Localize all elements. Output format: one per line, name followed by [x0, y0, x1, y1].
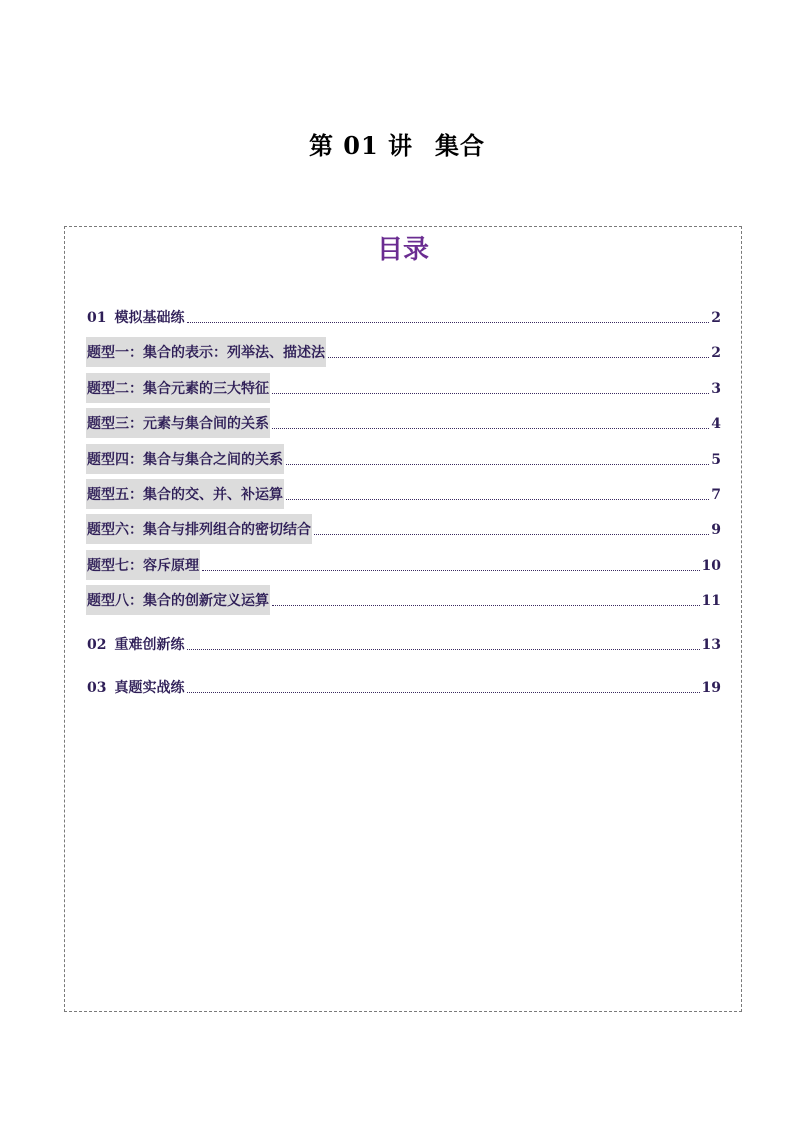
- toc-leader-dots: [328, 356, 709, 358]
- toc-leader-dots: [187, 321, 709, 323]
- toc-entry-label: [86, 679, 185, 702]
- toc-page-number: 19: [701, 680, 721, 696]
- toc-page-number: 2: [711, 345, 721, 361]
- toc-page-number: 4: [711, 416, 721, 432]
- toc-section-entry[interactable]: [86, 670, 721, 702]
- toc-section-title: 模拟基础练: [114, 310, 185, 326]
- toc-question-type-entry[interactable]: [86, 406, 721, 438]
- toc-leader-dots: [187, 691, 699, 693]
- toc-question-type-entry[interactable]: [86, 548, 721, 580]
- toc-section-number: 01: [87, 310, 107, 326]
- toc-question-type-entry[interactable]: [86, 335, 721, 367]
- toc-question-type-entry[interactable]: [86, 583, 721, 615]
- toc-section-entry[interactable]: [86, 300, 721, 332]
- toc-entry-label: [86, 309, 185, 332]
- toc-entry-label: 题型五：集合的交、并、补运算: [86, 479, 284, 509]
- toc-section-title: 重难创新练: [114, 637, 185, 653]
- toc-page-number: 9: [711, 522, 721, 538]
- toc-question-type-entry[interactable]: [86, 371, 721, 403]
- toc-question-type-entry[interactable]: [86, 512, 721, 544]
- toc-entry-label: 题型六：集合与排列组合的密切结合: [86, 514, 312, 544]
- toc-entry-label: 题型七：容斥原理: [86, 550, 200, 580]
- toc-entry-label: 题型一：集合的表示：列举法、描述法: [86, 337, 326, 367]
- toc-entry-label: [86, 636, 185, 659]
- toc-entry-label: 题型二：集合元素的三大特征: [86, 373, 270, 403]
- document-title-lecture: 第 01 讲: [308, 131, 414, 160]
- toc-section-entry[interactable]: [86, 627, 721, 659]
- toc-page-number: 7: [711, 487, 721, 503]
- toc-leader-dots: [286, 498, 709, 500]
- document-title: [0, 126, 794, 161]
- document-title-topic: 集合: [435, 131, 486, 160]
- toc-question-type-entry[interactable]: [86, 442, 721, 474]
- toc-leader-dots: [187, 648, 699, 650]
- toc-leader-dots: [286, 463, 709, 465]
- toc-heading: 目录: [376, 235, 429, 265]
- toc-page-number: 10: [701, 558, 721, 574]
- toc-entry-label: 题型三：元素与集合间的关系: [86, 408, 270, 438]
- toc-page-number: 3: [711, 381, 721, 397]
- toc-entry-label: 题型四：集合与集合之间的关系: [86, 444, 284, 474]
- toc-leader-dots: [314, 533, 709, 535]
- toc-page-number: 13: [701, 637, 721, 653]
- toc-section-number: 02: [87, 637, 107, 653]
- toc-page-number: 2: [711, 310, 721, 326]
- toc-leader-dots: [272, 427, 709, 429]
- toc-page-number: 11: [701, 593, 721, 609]
- toc-entry-label: 题型八：集合的创新定义运算: [86, 585, 270, 615]
- toc-section-title: 真题实战练: [114, 680, 185, 696]
- toc-leader-dots: [272, 392, 709, 394]
- toc-leader-dots: [272, 604, 700, 606]
- toc-question-type-entry[interactable]: [86, 477, 721, 509]
- toc-page-number: 5: [711, 452, 721, 468]
- toc-leader-dots: [202, 569, 700, 571]
- toc-section-number: 03: [87, 680, 107, 696]
- table-of-contents: [64, 226, 742, 1012]
